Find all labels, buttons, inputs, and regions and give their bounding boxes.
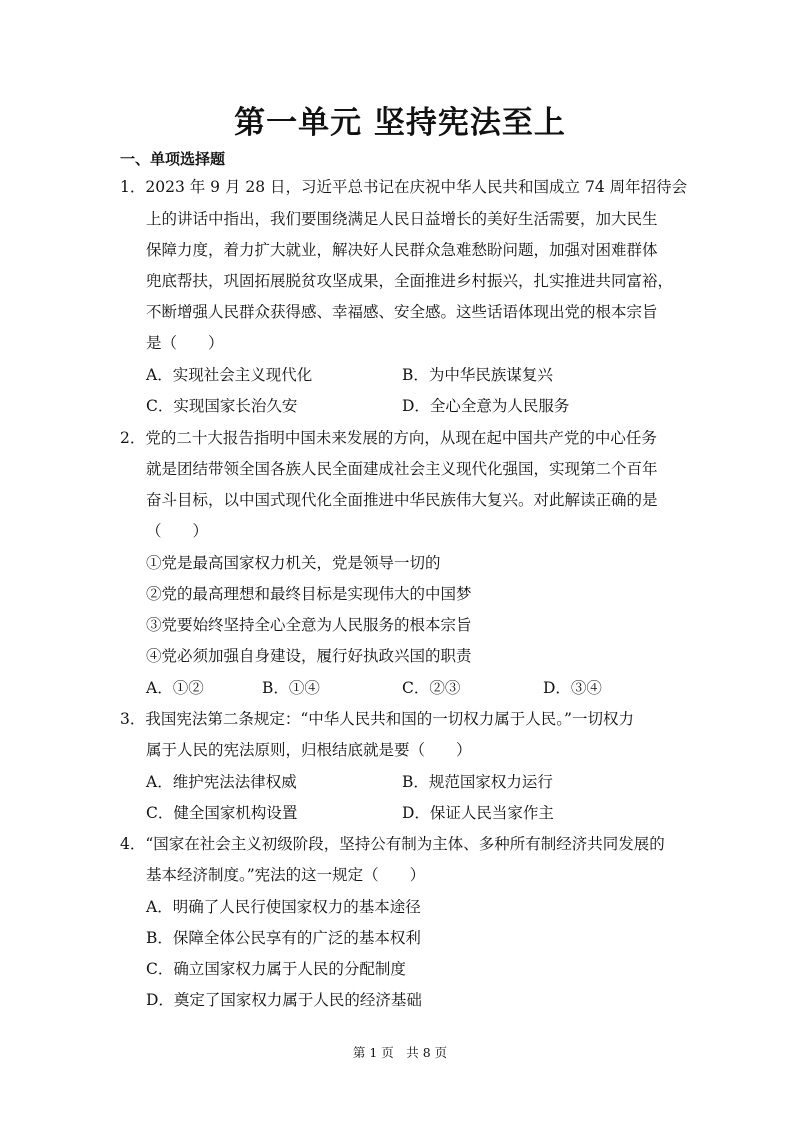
section-heading: 一、单项选择题 xyxy=(120,150,226,168)
question-3-option-c: C．健全国家机构设置 xyxy=(146,804,298,822)
question-2-statement-4: ④党必须加强自身建设，履行好执政兴国的职责 xyxy=(146,647,472,665)
question-2-line-4: （ ） xyxy=(146,522,209,540)
question-4-line-2: 基本经济制度。”宪法的这一规定（ ） xyxy=(146,866,426,884)
question-2-line-1: 2．党的二十大报告指明中国未来发展的方向，从现在起中国共产党的中心任务 xyxy=(120,429,657,447)
question-4-line-1: 4．“国家在社会主义初级阶段，坚持公有制为主体、多种所有制经济共同发展的 xyxy=(120,835,665,853)
question-2-option-d: D．③④ xyxy=(543,679,602,697)
question-4-option-b: B．保障全体公民享有的广泛的基本权利 xyxy=(146,929,421,947)
page-title: 第一单元 坚持宪法至上 xyxy=(234,105,566,141)
question-1-line-1: 1．2023 年 9 月 28 日，习近平总书记在庆祝中华人民共和国成立 74 周年招待会 xyxy=(120,178,688,196)
question-1-option-d: D．全心全意为人民服务 xyxy=(402,397,570,415)
question-3-line-1: 3．我国宪法第二条规定：“中华人民共和国的一切权力属于人民。”一切权力 xyxy=(120,710,634,728)
question-1-line-3: 保障力度，着力扩大就业，解决好人民群众急难愁盼问题，加强对困难群体 xyxy=(146,241,658,259)
question-1-line-5: 不断增强人民群众获得感、幸福感、安全感。这些话语体现出党的根本宗旨 xyxy=(146,303,658,321)
question-4-option-a: A．明确了人民行使国家权力的基本途径 xyxy=(146,898,421,916)
question-2-statement-3: ③党要始终坚持全心全意为人民服务的根本宗旨 xyxy=(146,616,472,634)
question-1-line-6: 是（ ） xyxy=(146,334,224,352)
question-2-option-c: C．②③ xyxy=(402,679,461,697)
question-2-option-a: A．①② xyxy=(146,679,204,697)
question-3-option-a: A．维护宪法法律权威 xyxy=(146,773,297,791)
question-4-option-c: C．确立国家权力属于人民的分配制度 xyxy=(146,960,406,978)
question-4-option-d: D．奠定了国家权力属于人民的经济基础 xyxy=(146,991,422,1009)
question-1-option-b: B．为中华民族谋复兴 xyxy=(402,366,553,384)
question-1-line-4: 兜底帮扶，巩固拓展脱贫攻坚成果，全面推进乡村振兴，扎实推进共同富裕， xyxy=(146,272,674,290)
question-2-statement-1: ①党是最高国家权力机关，党是领导一切的 xyxy=(146,554,441,572)
question-3-line-2: 属于人民的宪法原则，归根结底就是要（ ） xyxy=(146,741,472,759)
page-footer: 第 1 页 共 8 页 xyxy=(352,1045,448,1060)
question-1-line-2: 上的讲话中指出，我们要围绕满足人民日益增长的美好生活需要，加大民生 xyxy=(146,210,658,228)
question-2-line-3: 奋斗目标，以中国式现代化全面推进中华民族伟大复兴。对此解读正确的是 xyxy=(146,491,658,509)
question-2-option-b: B．①④ xyxy=(262,679,320,697)
question-1-option-c: C．实现国家长治久安 xyxy=(146,397,298,415)
question-3-option-b: B．规范国家权力运行 xyxy=(402,773,553,791)
question-1-option-a: A．实现社会主义现代化 xyxy=(146,366,313,384)
question-2-statement-2: ②党的最高理想和最终目标是实现伟大的中国梦 xyxy=(146,585,472,603)
question-2-line-2: 就是团结带领全国各族人民全面建成社会主义现代化强国，实现第二个百年 xyxy=(146,460,658,478)
question-3-option-d: D．保证人民当家作主 xyxy=(402,804,554,822)
